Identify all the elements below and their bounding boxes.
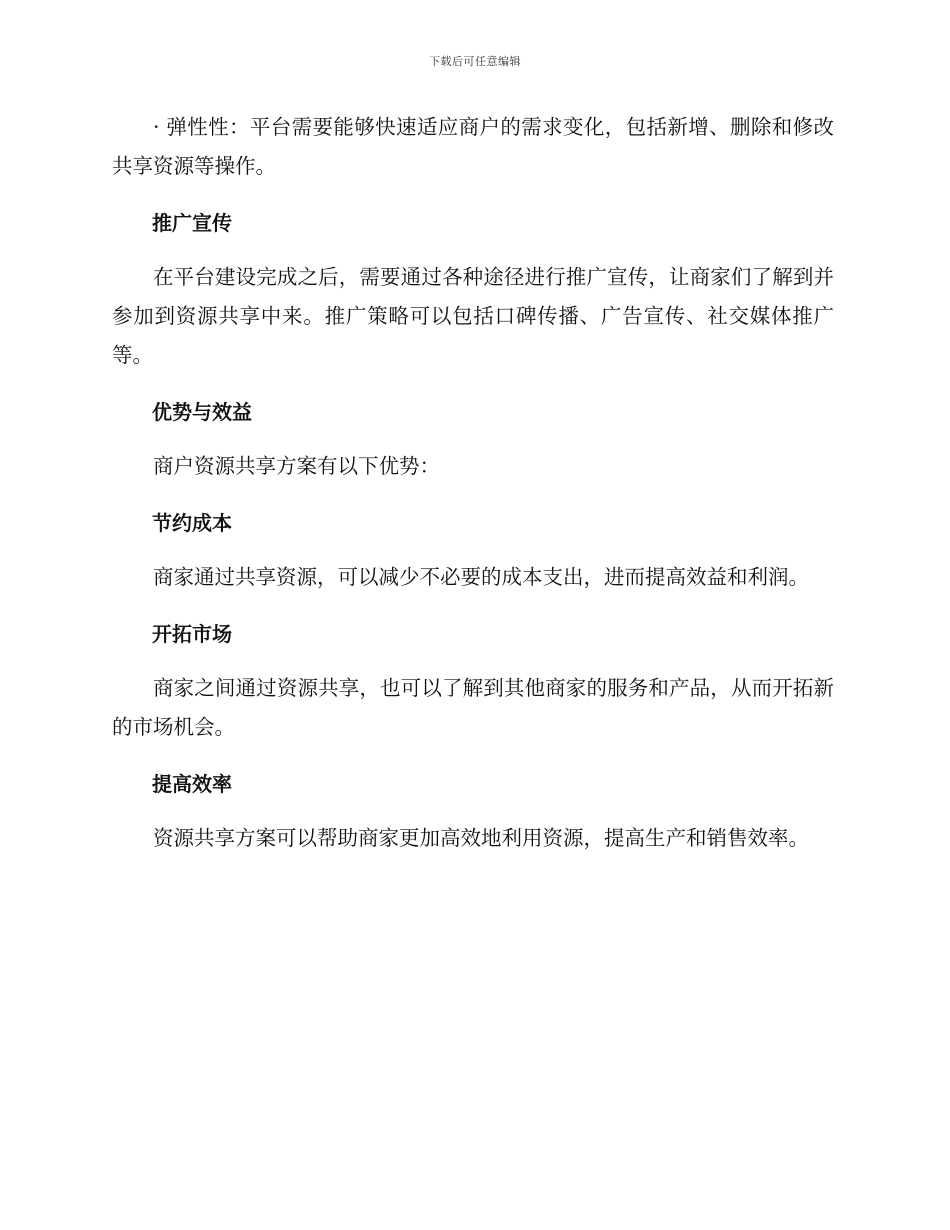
paragraph-market-expansion: 商家之间通过资源共享，也可以了解到其他商家的服务和产品，从而开拓新的市场机会。	[112, 676, 834, 739]
document-body	[112, 108, 834, 876]
paragraph-advantages: 商户资源共享方案有以下优势：	[153, 454, 440, 478]
section-heading-efficiency: 提高效率	[152, 772, 232, 796]
paragraph-cost-saving: 商家通过共享资源，可以减少不必要的成本支出，进而提高效益和利润。	[153, 565, 809, 589]
bullet-paragraph-elasticity: · 弹性性：平台需要能够快速适应商户的需求变化，包括新增、删除和修改共享资源等操作。	[112, 115, 834, 178]
paragraph-efficiency: 资源共享方案可以帮助商家更加高效地利用资源，提高生产和销售效率。	[153, 826, 809, 850]
section-heading-market-expansion: 开拓市场	[152, 622, 232, 646]
section-heading-advantages: 优势与效益	[152, 400, 252, 424]
paragraph-promotion: 在平台建设完成之后，需要通过各种途径进行推广宣传，让商家们了解到并参加到资源共享中来。推广策略可以包括口碑传播、广告宣传、社交媒体推广等。	[112, 265, 834, 367]
section-heading-promotion: 推广宣传	[152, 211, 232, 235]
section-heading-cost-saving: 节约成本	[152, 511, 232, 535]
page-header: 下载后可任意编辑	[429, 55, 521, 68]
